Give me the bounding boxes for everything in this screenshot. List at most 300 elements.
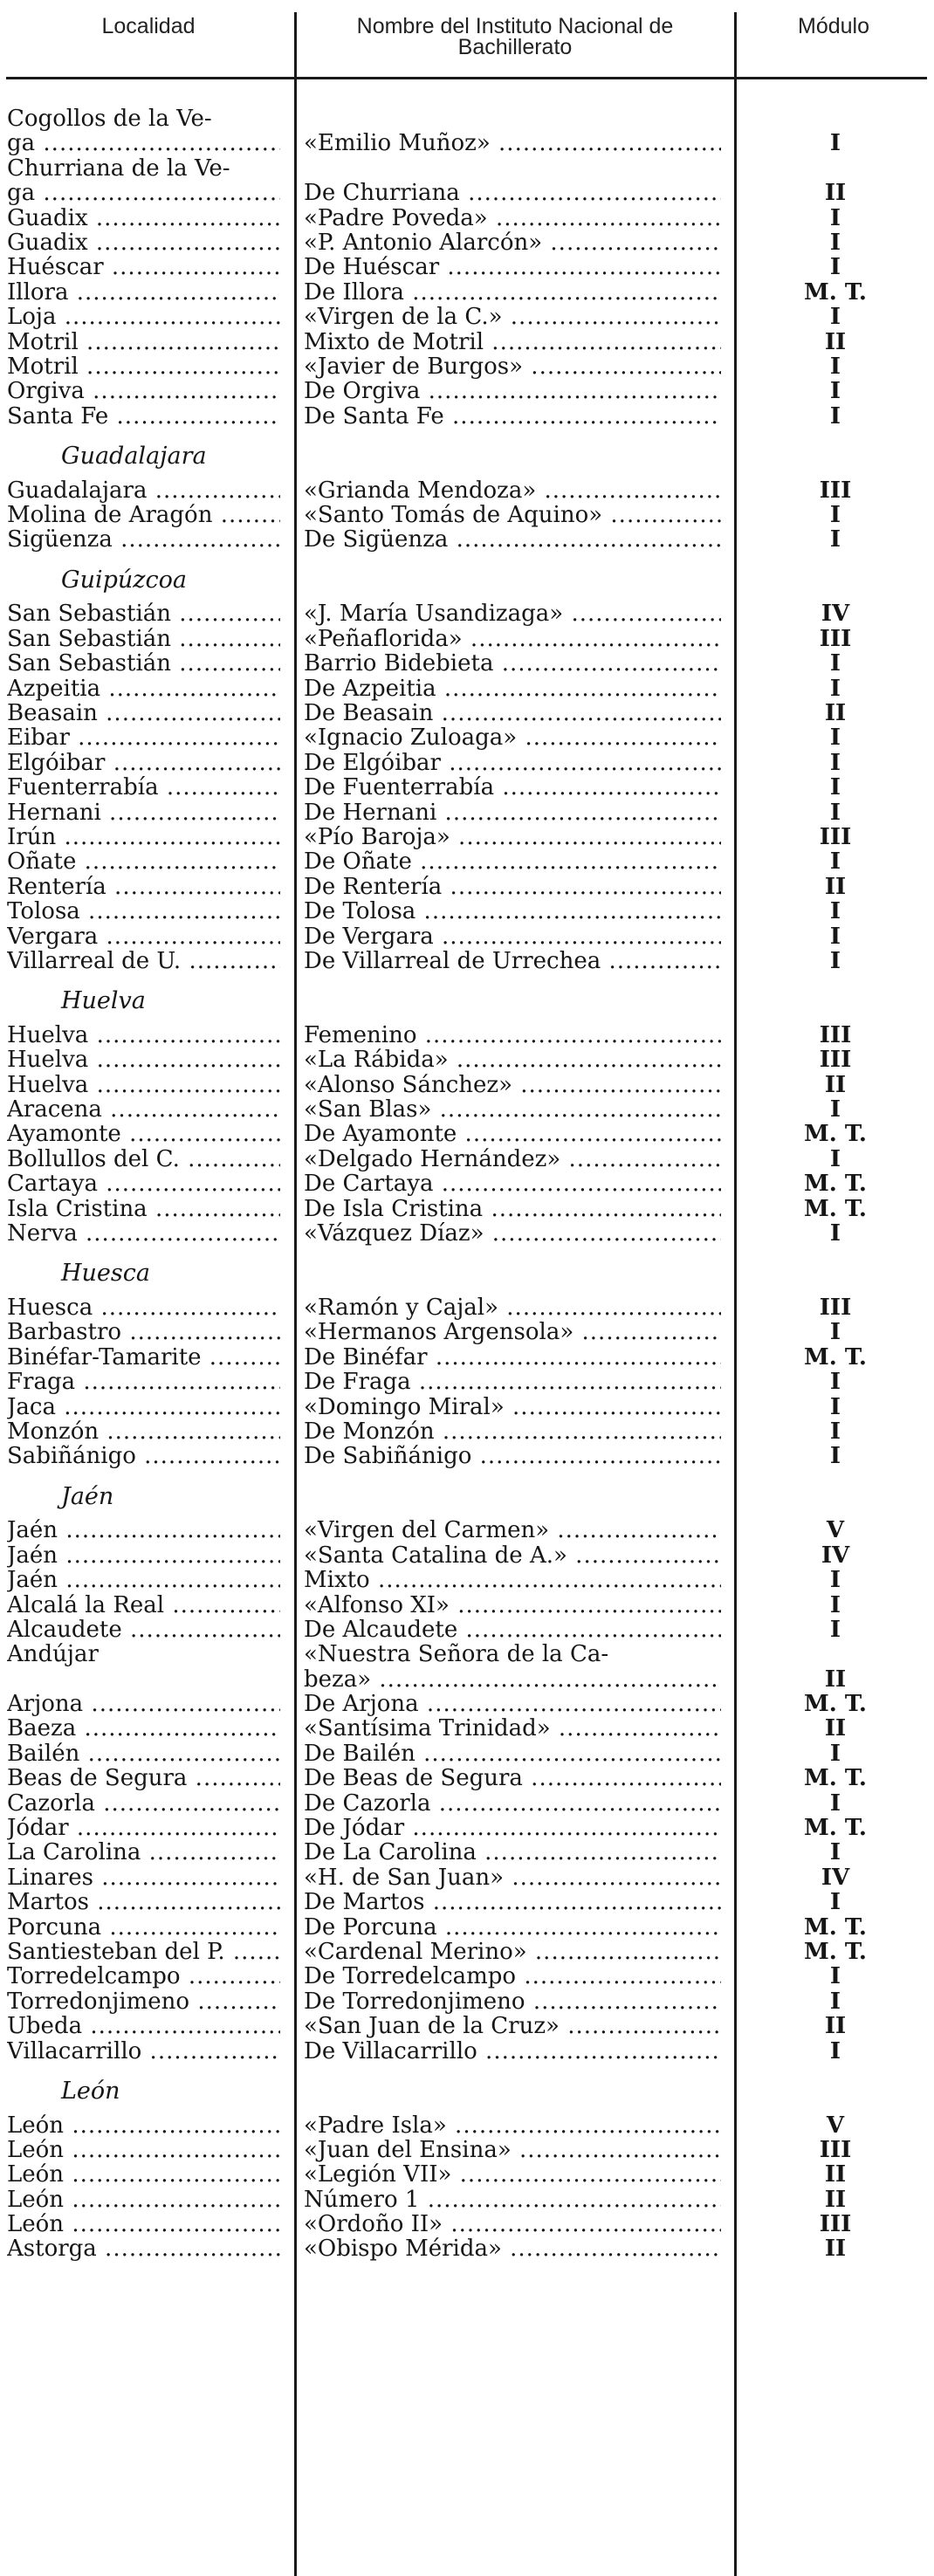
modulo-cell-text: I (829, 774, 841, 801)
localidad-cell (7, 875, 280, 899)
leader-dots (98, 924, 280, 949)
leader-dots (100, 677, 280, 701)
instituto-cell (304, 1320, 721, 1344)
leader-dots (444, 404, 721, 429)
province-heading (0, 1481, 934, 1519)
leader-dots (79, 354, 280, 379)
leader-dots (371, 1667, 721, 1692)
instituto-cell (304, 1989, 721, 2014)
localidad-cell-text: Ubeda (7, 2014, 83, 2039)
instituto-cell (304, 2162, 721, 2187)
leader-dots (212, 503, 280, 527)
table-row (0, 478, 934, 503)
instituto-cell (304, 230, 721, 255)
modulo-cell-text: I (829, 1393, 841, 1420)
instituto-cell-text: «Alonso Sánchez» (304, 1072, 513, 1097)
modulo-cell-text: IV (821, 601, 850, 628)
instituto-cell (304, 255, 721, 279)
leader-dots (98, 701, 280, 725)
leader-dots (171, 601, 280, 626)
instituto-cell-text: De Azpeitia (304, 676, 436, 701)
table-row (0, 1543, 934, 1568)
instituto-cell-text: «Peñaflorida» (304, 626, 463, 651)
modulo-cell (737, 404, 934, 429)
modulo-cell-text: II (824, 1666, 847, 1693)
leader-dots (441, 751, 721, 775)
modulo-cell-text: I (829, 1789, 841, 1817)
localidad-cell (7, 503, 280, 527)
leader-dots (488, 206, 721, 230)
section-gap (0, 2064, 934, 2076)
instituto-cell (304, 627, 721, 651)
modulo-cell-text: I (829, 526, 841, 553)
instituto-cell-text: «Vázquez Díaz» (304, 1221, 484, 1247)
province-name: Jaén (61, 1482, 114, 1510)
modulo-cell-text: M. T. (804, 1121, 867, 1148)
instituto-cell (304, 1840, 721, 1865)
leader-dots (450, 825, 721, 849)
leader-dots (147, 478, 280, 503)
modulo-cell-text: II (824, 873, 847, 900)
leader-dots (523, 354, 721, 379)
province-name: Huesca (61, 1260, 150, 1288)
instituto-cell (304, 1568, 721, 1592)
modulo-cell-text: I (829, 402, 841, 429)
instituto-cell (304, 1370, 721, 1394)
modulo-cell (737, 751, 934, 775)
localidad-cell-text: Alcalá la Real (7, 1592, 165, 1618)
localidad-cell (7, 800, 280, 825)
localidad-cell (7, 156, 280, 181)
instituto-cell (304, 1221, 721, 1246)
localidad-cell-text: Jaén (7, 1542, 58, 1568)
modulo-cell-text: I (829, 254, 841, 281)
localidad-cell (7, 601, 280, 626)
leader-dots (549, 1518, 721, 1542)
localidad-cell (7, 949, 280, 973)
section-gap (0, 429, 934, 441)
modulo-cell-text: I (829, 1220, 841, 1247)
instituto-cell (304, 478, 721, 503)
table-row (0, 2162, 934, 2187)
leader-dots (85, 379, 280, 403)
modulo-cell (737, 924, 934, 949)
modulo-cell-text: I (829, 947, 841, 974)
instituto-cell-text: «P. Antonio Alarcón» (304, 230, 543, 255)
instituto-cell-text: «Javier de Burgos» (304, 354, 524, 379)
table-row (0, 627, 934, 651)
modulo-cell (737, 2212, 934, 2236)
modulo-cell-text: I (829, 502, 841, 529)
leader-dots (404, 280, 721, 305)
localidad-cell-text: Sabiñánigo (7, 1444, 136, 1469)
localidad-cell (7, 1419, 280, 1444)
instituto-cell-text: «Grianda Mendoza» (304, 477, 537, 503)
instituto-cell (304, 1122, 721, 1146)
instituto-cell-text: «Cardenal Merino» (304, 1939, 527, 1964)
modulo-cell (737, 800, 934, 825)
modulo-cell (737, 1840, 934, 1865)
modulo-cell-text: I (829, 1740, 841, 1767)
instituto-cell (304, 651, 721, 676)
leader-dots (602, 503, 721, 527)
modulo-cell-text: II (824, 2236, 847, 2263)
leader-dots (101, 1915, 280, 1940)
instituto-cell-text: De Arjona (304, 1692, 419, 1717)
instituto-cell (304, 2138, 721, 2162)
localidad-cell-text: Alcaudete (7, 1617, 122, 1642)
localidad-cell-text: Baeza (7, 1716, 77, 1741)
leader-dots (523, 1766, 721, 1790)
modulo-cell (737, 2113, 934, 2138)
localidad-cell (7, 1741, 280, 1766)
localidad-cell-text: Monzón (7, 1419, 100, 1444)
instituto-cell (304, 825, 721, 849)
localidad-cell (7, 230, 280, 255)
instituto-cell (304, 1023, 721, 1048)
localidad-cell (7, 1618, 280, 1642)
modulo-cell-text: III (819, 625, 852, 652)
localidad-cell-text: Vergara (7, 924, 99, 949)
instituto-cell (304, 800, 721, 825)
localidad-cell-text: Fuenterrabía (7, 775, 159, 800)
localidad-cell (7, 1692, 280, 1716)
localidad-cell-text: Andújar (7, 1642, 99, 1667)
instituto-cell (304, 1097, 721, 1122)
instituto-cell-text: «H. de San Juan» (304, 1865, 505, 1890)
instituto-cell (304, 2039, 721, 2064)
table-row (0, 1741, 934, 1766)
leader-dots (80, 899, 280, 924)
modulo-cell (737, 330, 934, 354)
table-row (0, 1816, 934, 1840)
modulo-cell (737, 379, 934, 403)
localidad-cell (7, 2039, 280, 2064)
leader-dots (58, 1543, 280, 1568)
table-row (0, 503, 934, 527)
modulo-cell (737, 1716, 934, 1741)
instituto-cell (304, 1667, 721, 1692)
modulo-cell (737, 701, 934, 725)
modulo-cell (737, 255, 934, 279)
modulo-cell (737, 131, 934, 155)
leader-dots (69, 1816, 280, 1840)
instituto-cell (304, 1543, 721, 1568)
leader-dots (517, 725, 721, 750)
table-row (0, 527, 934, 552)
table-row (0, 701, 934, 725)
localidad-cell (7, 2236, 280, 2261)
leader-dots (148, 1197, 280, 1221)
instituto-cell-text: «Santísima Trinidad» (304, 1716, 551, 1741)
instituto-cell-text: De Villacarrillo (304, 2038, 477, 2064)
localidad-cell (7, 627, 280, 651)
localidad-cell (7, 1791, 280, 1816)
modulo-cell-text: I (829, 1443, 841, 1470)
localidad-cell-text: Binéfar-Tamarite (7, 1344, 202, 1370)
modulo-cell (737, 849, 934, 874)
localidad-cell-text: Santiesteban del P. (7, 1939, 225, 1964)
localidad-cell-text: Fraga (7, 1370, 76, 1395)
leader-dots (484, 330, 721, 354)
localidad-cell-text: Astorga (7, 2236, 97, 2262)
instituto-cell-text: De Sigüenza (304, 527, 449, 553)
table-row (0, 1048, 934, 1072)
instituto-cell (304, 1295, 721, 1320)
modulo-cell (737, 627, 934, 651)
localidad-cell-text: Cogollos de la Ve- (7, 106, 212, 131)
modulo-cell-text: M. T. (804, 1765, 867, 1792)
modulo-cell-text: II (824, 2161, 847, 2188)
instituto-cell (304, 1518, 721, 1542)
modulo-cell-text: I (829, 1963, 841, 1990)
modulo-cell-text: IV (821, 1542, 850, 1569)
leader-dots (525, 1989, 721, 2014)
leader-dots (451, 2162, 721, 2187)
instituto-cell-text: De Torredonjimeno (304, 1989, 525, 2014)
modulo-cell-text: M. T. (804, 1195, 867, 1222)
table-row (0, 1023, 934, 1048)
localidad-cell (7, 1940, 280, 1964)
leader-dots (450, 1593, 721, 1618)
modulo-cell-text: M. T. (804, 1815, 867, 1842)
instituto-cell-text: «Santo Tomás de Aquino» (304, 503, 603, 528)
leader-dots (425, 1890, 722, 1914)
modulo-cell-text: I (829, 353, 841, 380)
leader-dots (56, 305, 280, 329)
modulo-cell (737, 230, 934, 255)
leader-dots (64, 2138, 280, 2162)
province-heading (0, 986, 934, 1023)
modulo-cell-text: M. T. (804, 1691, 867, 1718)
instituto-cell (304, 1766, 721, 1790)
table-row (0, 379, 934, 403)
instituto-cell-text: De Binéfar (304, 1344, 428, 1370)
modulo-cell-text: M. T. (804, 1938, 867, 1965)
instituto-cell (304, 2212, 721, 2236)
modulo-cell (737, 899, 934, 924)
leader-dots (431, 1097, 721, 1122)
instituto-cell-text: De Porcuna (304, 1914, 437, 1940)
leader-dots (113, 527, 280, 552)
modulo-cell (737, 2039, 934, 2064)
instituto-cell-text: beza» (304, 1666, 372, 1692)
table-row (0, 2212, 934, 2236)
modulo-cell (737, 677, 934, 701)
leader-dots (95, 1791, 280, 1816)
localidad-cell-text: Beas de Segura (7, 1766, 188, 1791)
table-row (0, 1618, 934, 1642)
instituto-cell-text: Número 1 (304, 2187, 420, 2212)
localidad-cell-text: Jódar (7, 1816, 69, 1841)
modulo-cell (737, 1989, 934, 2014)
localidad-cell-text: Motril (7, 354, 79, 379)
modulo-cell (737, 2014, 934, 2038)
instituto-cell (304, 2113, 721, 2138)
instituto-cell (304, 1171, 721, 1196)
leader-dots (35, 181, 280, 205)
localidad-cell (7, 330, 280, 354)
leader-dots (89, 1890, 280, 1914)
localidad-cell-text: Churriana de la Ve- (7, 155, 230, 181)
modulo-cell (737, 725, 934, 750)
modulo-cell (737, 1593, 934, 1618)
instituto-cell (304, 2236, 721, 2261)
table-row (0, 875, 934, 899)
instituto-cell-text: De Isla Cristina (304, 1196, 484, 1221)
instituto-cell (304, 1048, 721, 1072)
header-modulo: Módulo (798, 14, 869, 38)
table-row (0, 330, 934, 354)
leader-dots (404, 1816, 721, 1840)
leader-dots (457, 1618, 721, 1642)
leader-dots (448, 527, 721, 552)
leader-dots (164, 1593, 280, 1618)
instituto-cell-text: «Legión VII» (304, 2162, 452, 2188)
leader-dots (542, 230, 721, 255)
instituto-cell (304, 751, 721, 775)
modulo-cell-text: II (824, 1715, 847, 1742)
instituto-cell-text: De Vergara (304, 924, 434, 949)
localidad-cell-text: Motril (7, 329, 79, 354)
leader-dots (471, 1444, 721, 1468)
modulo-cell-text: III (819, 2211, 852, 2238)
modulo-cell (737, 1395, 934, 1419)
leader-dots (64, 2212, 280, 2236)
leader-dots (105, 751, 280, 775)
localidad-cell-text: Bollullos del C. (7, 1146, 180, 1171)
leader-dots (503, 305, 721, 329)
instituto-cell-text: De Villarreal de Urrechea (304, 948, 601, 973)
leader-dots (433, 701, 721, 725)
instituto-cell-text: Mixto de Motril (304, 329, 484, 354)
localidad-cell-text: Molina de Aragón (7, 503, 213, 528)
modulo-cell-text: I (829, 1418, 841, 1445)
table-row (0, 2236, 934, 2261)
leader-dots (64, 2162, 280, 2187)
localidad-cell-text: León (7, 2112, 65, 2138)
localidad-cell (7, 1989, 280, 2014)
modulo-cell (737, 1568, 934, 1592)
instituto-cell-text: «Padre Poveda» (304, 205, 488, 230)
table-row (0, 1171, 934, 1196)
instituto-cell-text: «La Rábida» (304, 1048, 449, 1073)
table-row (0, 949, 934, 973)
modulo-cell-text: III (819, 477, 852, 504)
modulo-cell (737, 206, 934, 230)
instituto-cell (304, 206, 721, 230)
modulo-cell (737, 825, 934, 849)
table-row (0, 751, 934, 775)
instituto-cell (304, 1791, 721, 1816)
modulo-cell-text: III (819, 823, 852, 850)
table-row (0, 1097, 934, 1122)
instituto-cell (304, 1395, 721, 1419)
table-row (0, 825, 934, 849)
table-row (0, 1964, 934, 1989)
localidad-cell (7, 1097, 280, 1122)
leader-dots (181, 1964, 280, 1989)
table-row (0, 1840, 934, 1865)
instituto-cell-text: De Beasain (304, 701, 434, 725)
table-row (0, 2113, 934, 2138)
modulo-cell-text: IV (821, 1864, 850, 1891)
leader-dots (498, 1295, 721, 1320)
leader-dots (601, 949, 721, 973)
localidad-cell (7, 379, 280, 403)
leader-dots (88, 230, 280, 255)
modulo-cell (737, 1915, 934, 1940)
modulo-cell (737, 601, 934, 626)
modulo-cell (737, 1370, 934, 1394)
instituto-cell (304, 503, 721, 527)
table-row (0, 1295, 934, 1320)
modulo-cell-text: I (829, 749, 841, 776)
localidad-cell-text: Azpeitia (7, 676, 101, 701)
leader-dots (436, 800, 721, 825)
localidad-cell-text: Huelva (7, 1022, 89, 1048)
modulo-cell-text: V (826, 1517, 845, 1544)
modulo-cell-text: I (829, 848, 841, 876)
leader-dots (101, 800, 280, 825)
localidad-cell-text: Torredelcampo (7, 1964, 181, 1989)
localidad-cell-text: Porcuna (7, 1914, 102, 1940)
instituto-cell-text: De Churriana (304, 181, 460, 206)
leader-dots (88, 1048, 280, 1072)
localidad-cell-text: Guadalajara (7, 477, 148, 503)
instituto-cell-text: De Hernani (304, 800, 437, 825)
modulo-cell (737, 1618, 934, 1642)
leader-dots (82, 2014, 280, 2038)
instituto-cell (304, 775, 721, 800)
leader-dots (551, 1716, 721, 1741)
table-row (0, 1345, 934, 1370)
modulo-cell (737, 1444, 934, 1468)
modulo-cell (737, 1295, 934, 1320)
leader-dots (99, 1419, 280, 1444)
localidad-cell (7, 751, 280, 775)
leader-dots (56, 825, 280, 849)
leader-dots (187, 1766, 280, 1790)
instituto-cell-text: Femenino (304, 1022, 417, 1048)
instituto-cell-text: De Bailén (304, 1741, 415, 1766)
leader-dots (428, 1345, 721, 1370)
leader-dots (104, 255, 280, 279)
table-row (0, 1419, 934, 1444)
localidad-cell (7, 131, 280, 155)
modulo-cell (737, 875, 934, 899)
localidad-cell (7, 280, 280, 305)
leader-dots (79, 1741, 280, 1766)
leader-dots (102, 1097, 280, 1122)
modulo-cell-text: I (829, 923, 841, 950)
modulo-cell-text: I (829, 378, 841, 405)
localidad-cell-text: Nerva (7, 1221, 78, 1247)
instituto-cell (304, 1865, 721, 1890)
instituto-cell (304, 1345, 721, 1370)
instituto-cell-text: De Beas de Segura (304, 1766, 523, 1791)
table-row (0, 1692, 934, 1716)
localidad-cell (7, 255, 280, 279)
leader-dots (447, 2113, 721, 2138)
modulo-cell (737, 1667, 934, 1692)
localidad-cell (7, 1073, 280, 1097)
leader-dots (97, 2236, 280, 2261)
localidad-cell (7, 651, 280, 676)
instituto-cell (304, 677, 721, 701)
table-row (0, 206, 934, 230)
modulo-cell-text: I (829, 2037, 841, 2064)
